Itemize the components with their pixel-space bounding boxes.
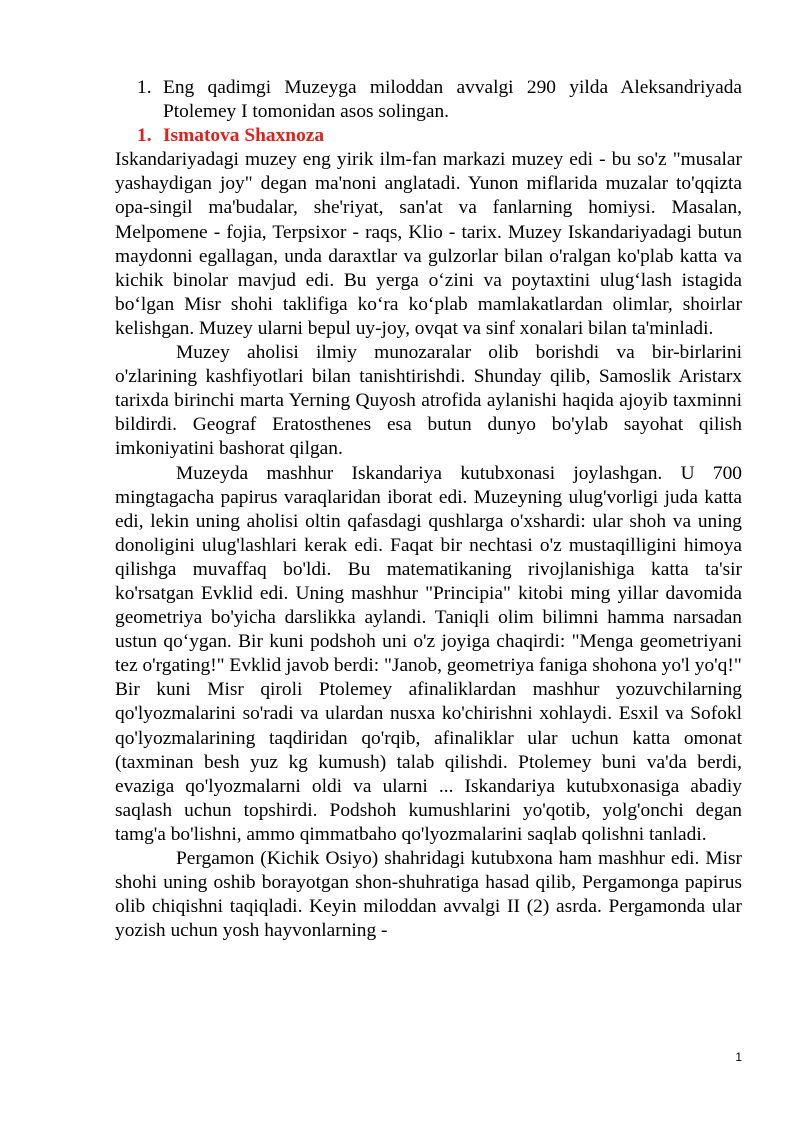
- author-heading: [115, 124, 742, 148]
- list-item-text: Eng qadimgi Muzeyga miloddan avvalgi 290 yilda Aleksandriyada Ptolemey I tomonidan asos solingan.: [163, 77, 742, 123]
- paragraph-ptolemy-manuscripts: Bir kuni Misr qiroli Ptolemey afinaliklardan mashhur yozuvchilarning qo'lyozmalarini so'radi va ulardan nusxa ko'chirishni xohlaydi. Esxil va Sofokl qo'lyozmalarining taqdiridan qo'rqib, afinaliklar ular uchun katta omonat (taxminan besh yuz kg kumush) talab qilishdi. Ptolemey buni va'da berdi, evaziga qo'lyozmalarni oldi va ularni ... Iskandariya kutubxonasiga abadiy saqlash uchun topshirdi. Podshoh kumushlarini yo'qotib, yolg'onchi degan tamg'a bo'lishni, ammo qimmatbaho qo'lyozmalarini saqlab qolishni tanladi.: [115, 679, 742, 845]
- heading-text: Ismatova Shaxnoza: [163, 125, 325, 147]
- numbered-list-item: [115, 76, 742, 124]
- list-number: 1.: [137, 77, 152, 98]
- paragraph-museum-intro: Iskandariyadagi muzey eng yirik ilm-fan markazi muzey edi - bu so'z "musalar yashaydigan joy" degan ma'noni anglatadi. Yunon miflarida muzalar to'qqizta opa-singil ma'budalar, she'riyat, san'at va fanlarning homiysi. Masalan, Melpomene - fojia, Terpsixor - raqs, Klio - tarix. Muzey Iskandariyadagi butun maydonni egallagan, unda daraxtlar va gulzorlar bilan o'ralgan ko'plab katta va kichik binolar mavjud edi. Bu yerga o‘zini va poytaxtini ulug‘lash istagida bo‘lgan Misr shohi taklifiga ko‘ra ko‘plab mamlakatlardan olimlar, shoirlar kelishgan. Muzey ularni bepul uy-joy, ovqat va sinf xonalari bilan ta'minladi.: [115, 149, 742, 339]
- heading-number: 1.: [137, 125, 152, 147]
- paragraph-library: Muzeyda mashhur Iskandariya kutubxonasi joylashgan. U 700 mingtagacha papirus varaqlaridan iborat edi. Muzeyning ulug'vorligi juda katta edi, lekin uning aholisi oltin qafasdagi qushlarga o'xshardi: ular shoh va uning donoligini ulug'lashlari kerak edi. Faqat bir nechtasi o'z mustaqilligini himoya qilishga muvaffaq bo'ldi. Bu matematikaning rivojlanishiga katta ta'sir ko'rsatgan Evklid edi. Uning mashhur "Principia" kitobi ming yillar davomida geometriya bo'yicha darslikka aylandi. Taniqli olim bilimni hamma narsadan ustun qo‘ygan. Bir kuni podshoh uni o'z joyiga chaqirdi: "Menga geometriyani tez o'rgating!" Evklid javob berdi: "Janob, geometriya faniga shohona yo'l yo'q!": [115, 462, 742, 677]
- page-number: 1: [735, 1050, 742, 1064]
- paragraph-pergamon: Pergamon (Kichik Osiyo) shahridagi kutubxona ham mashhur edi. Misr shohi uning oshib borayotgan shon-shuhratiga hasad qilib, Pergamonga papirus olib chiqishni taqiqladi. Keyin miloddan avvalgi II (2) asrda. Pergamonda ular yozish uchun yosh hayvonlarning -: [115, 848, 742, 942]
- paragraph-museum-residents: Muzey aholisi ilmiy munozaralar olib borishdi va bir-birlarini o'zlarining kashfiyotlari bilan tanishtirishdi. Shunday qilib, Samoslik Aristarx tarixda birinchi marta Yerning Quyosh atrofida aylanishi haqida ajoyib taxminni bildirdi. Geograf Eratosthenes esa butun dunyo bo'ylab sayohat qilish imkoniyatini bashorat qilgan.: [115, 342, 742, 460]
- document-body: [115, 76, 742, 943]
